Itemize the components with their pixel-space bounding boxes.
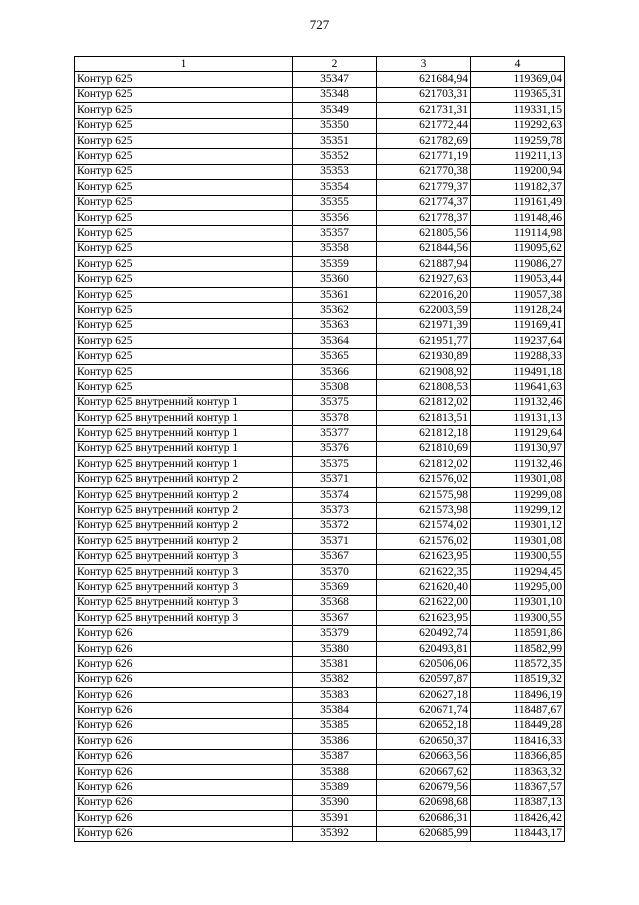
contour-name-cell: Контур 625 — [75, 164, 293, 179]
table-header-row — [75, 57, 565, 72]
x-coordinate-cell: 621930,89 — [377, 349, 471, 364]
point-number-cell: 35387 — [293, 749, 377, 764]
point-number-cell: 35356 — [293, 210, 377, 225]
x-coordinate-cell: 622016,20 — [377, 287, 471, 302]
contour-name-cell: Контур 626 — [75, 826, 293, 841]
y-coordinate-cell: 118426,42 — [471, 811, 565, 826]
point-number-cell: 35375 — [293, 395, 377, 410]
table-row — [75, 595, 565, 610]
contour-name-cell: Контур 625 внутренний контур 3 — [75, 580, 293, 595]
y-coordinate-cell: 118363,32 — [471, 764, 565, 779]
table-row — [75, 287, 565, 302]
y-coordinate-cell: 118366,85 — [471, 749, 565, 764]
contour-name-cell: Контур 625 — [75, 380, 293, 395]
table-row — [75, 318, 565, 333]
contour-name-cell: Контур 625 — [75, 195, 293, 210]
x-coordinate-cell: 620652,18 — [377, 718, 471, 733]
point-number-cell: 35383 — [293, 688, 377, 703]
point-number-cell: 35378 — [293, 410, 377, 425]
y-coordinate-cell: 118487,67 — [471, 703, 565, 718]
x-coordinate-cell: 620663,56 — [377, 749, 471, 764]
x-coordinate-cell: 620493,81 — [377, 641, 471, 656]
contour-name-cell: Контур 625 — [75, 349, 293, 364]
y-coordinate-cell: 118443,17 — [471, 826, 565, 841]
x-coordinate-cell: 621623,95 — [377, 611, 471, 626]
y-coordinate-cell: 118582,99 — [471, 641, 565, 656]
x-coordinate-cell: 620686,31 — [377, 811, 471, 826]
point-number-cell: 35375 — [293, 457, 377, 472]
contour-name-cell: Контур 626 — [75, 641, 293, 656]
x-coordinate-cell: 621887,94 — [377, 257, 471, 272]
y-coordinate-cell: 119211,13 — [471, 149, 565, 164]
contour-name-cell: Контур 625 — [75, 103, 293, 118]
y-coordinate-cell: 118572,35 — [471, 657, 565, 672]
contour-name-cell: Контур 625 внутренний контур 2 — [75, 518, 293, 533]
y-coordinate-cell: 119292,63 — [471, 118, 565, 133]
x-coordinate-cell: 620597,87 — [377, 672, 471, 687]
x-coordinate-cell: 621575,98 — [377, 487, 471, 502]
y-coordinate-cell: 119300,55 — [471, 549, 565, 564]
y-coordinate-cell: 119301,12 — [471, 518, 565, 533]
x-coordinate-cell: 621576,02 — [377, 534, 471, 549]
contour-name-cell: Контур 625 — [75, 287, 293, 302]
point-number-cell: 35362 — [293, 303, 377, 318]
x-coordinate-cell: 621622,00 — [377, 595, 471, 610]
contour-name-cell: Контур 625 — [75, 334, 293, 349]
table-row — [75, 380, 565, 395]
x-coordinate-cell: 620671,74 — [377, 703, 471, 718]
table-row — [75, 149, 565, 164]
table-body — [75, 72, 565, 842]
point-number-cell: 35354 — [293, 180, 377, 195]
table-row — [75, 395, 565, 410]
contour-name-cell: Контур 625 — [75, 226, 293, 241]
x-coordinate-cell: 621703,31 — [377, 87, 471, 102]
contour-name-cell: Контур 625 внутренний контур 3 — [75, 611, 293, 626]
contour-name-cell: Контур 625 внутренний контур 2 — [75, 503, 293, 518]
table-row — [75, 87, 565, 102]
y-coordinate-cell: 118387,13 — [471, 795, 565, 810]
point-number-cell: 35376 — [293, 441, 377, 456]
y-coordinate-cell: 119491,18 — [471, 364, 565, 379]
point-number-cell: 35359 — [293, 257, 377, 272]
contour-name-cell: Контур 625 — [75, 272, 293, 287]
contour-name-cell: Контур 625 внутренний контур 2 — [75, 534, 293, 549]
contour-name-cell: Контур 625 — [75, 87, 293, 102]
table-row — [75, 826, 565, 841]
y-coordinate-cell: 119369,04 — [471, 72, 565, 87]
table-row — [75, 487, 565, 502]
table-row — [75, 564, 565, 579]
x-coordinate-cell: 620679,56 — [377, 780, 471, 795]
point-number-cell: 35351 — [293, 133, 377, 148]
point-number-cell: 35382 — [293, 672, 377, 687]
point-number-cell: 35384 — [293, 703, 377, 718]
y-coordinate-cell: 119053,44 — [471, 272, 565, 287]
x-coordinate-cell: 620698,68 — [377, 795, 471, 810]
x-coordinate-cell: 621774,37 — [377, 195, 471, 210]
point-number-cell: 35388 — [293, 764, 377, 779]
table-row — [75, 703, 565, 718]
contour-name-cell: Контур 625 внутренний контур 1 — [75, 410, 293, 425]
point-number-cell: 35391 — [293, 811, 377, 826]
y-coordinate-cell: 119095,62 — [471, 241, 565, 256]
y-coordinate-cell: 119057,38 — [471, 287, 565, 302]
point-number-cell: 35380 — [293, 641, 377, 656]
x-coordinate-cell: 621576,02 — [377, 472, 471, 487]
x-coordinate-cell: 621573,98 — [377, 503, 471, 518]
point-number-cell: 35357 — [293, 226, 377, 241]
table-row — [75, 257, 565, 272]
x-coordinate-cell: 620506,06 — [377, 657, 471, 672]
point-number-cell: 35381 — [293, 657, 377, 672]
table-row — [75, 272, 565, 287]
x-coordinate-cell: 620650,37 — [377, 734, 471, 749]
x-coordinate-cell: 620667,62 — [377, 764, 471, 779]
point-number-cell: 35348 — [293, 87, 377, 102]
contour-name-cell: Контур 626 — [75, 657, 293, 672]
y-coordinate-cell: 119200,94 — [471, 164, 565, 179]
x-coordinate-cell: 621770,38 — [377, 164, 471, 179]
x-coordinate-cell: 621808,53 — [377, 380, 471, 395]
point-number-cell: 35308 — [293, 380, 377, 395]
x-coordinate-cell: 621927,63 — [377, 272, 471, 287]
contour-name-cell: Контур 625 — [75, 180, 293, 195]
contour-name-cell: Контур 625 — [75, 241, 293, 256]
table-row — [75, 410, 565, 425]
table-row — [75, 133, 565, 148]
x-coordinate-cell: 621812,18 — [377, 426, 471, 441]
contour-name-cell: Контур 625 — [75, 72, 293, 87]
table-row — [75, 241, 565, 256]
point-number-cell: 35361 — [293, 287, 377, 302]
y-coordinate-cell: 119301,08 — [471, 534, 565, 549]
point-number-cell: 35390 — [293, 795, 377, 810]
y-coordinate-cell: 118416,33 — [471, 734, 565, 749]
point-number-cell: 35358 — [293, 241, 377, 256]
x-coordinate-cell: 621812,02 — [377, 395, 471, 410]
contour-name-cell: Контур 625 — [75, 364, 293, 379]
table-row — [75, 518, 565, 533]
contour-name-cell: Контур 626 — [75, 626, 293, 641]
table-row — [75, 334, 565, 349]
table-row — [75, 472, 565, 487]
x-coordinate-cell: 621772,44 — [377, 118, 471, 133]
point-number-cell: 35369 — [293, 580, 377, 595]
y-coordinate-cell: 118367,57 — [471, 780, 565, 795]
point-number-cell: 35379 — [293, 626, 377, 641]
y-coordinate-cell: 119161,49 — [471, 195, 565, 210]
point-number-cell: 35350 — [293, 118, 377, 133]
column-header-4: 4 — [471, 57, 565, 72]
x-coordinate-cell: 621908,92 — [377, 364, 471, 379]
point-number-cell: 35368 — [293, 595, 377, 610]
table-row — [75, 811, 565, 826]
table-row — [75, 657, 565, 672]
contour-name-cell: Контур 625 — [75, 303, 293, 318]
table-row — [75, 303, 565, 318]
point-number-cell: 35365 — [293, 349, 377, 364]
x-coordinate-cell: 622003,59 — [377, 303, 471, 318]
x-coordinate-cell: 621574,02 — [377, 518, 471, 533]
table-row — [75, 780, 565, 795]
table-row — [75, 534, 565, 549]
y-coordinate-cell: 119294,45 — [471, 564, 565, 579]
contour-name-cell: Контур 625 внутренний контур 3 — [75, 564, 293, 579]
contour-name-cell: Контур 625 — [75, 149, 293, 164]
table-row — [75, 611, 565, 626]
x-coordinate-cell: 621620,40 — [377, 580, 471, 595]
contour-name-cell: Контур 626 — [75, 734, 293, 749]
y-coordinate-cell: 118449,28 — [471, 718, 565, 733]
contour-name-cell: Контур 625 — [75, 133, 293, 148]
table-row — [75, 180, 565, 195]
table-row — [75, 195, 565, 210]
x-coordinate-cell: 621813,51 — [377, 410, 471, 425]
point-number-cell: 35392 — [293, 826, 377, 841]
contour-name-cell: Контур 625 — [75, 318, 293, 333]
contour-name-cell: Контур 626 — [75, 672, 293, 687]
point-number-cell: 35353 — [293, 164, 377, 179]
x-coordinate-cell: 620492,74 — [377, 626, 471, 641]
y-coordinate-cell: 119300,55 — [471, 611, 565, 626]
y-coordinate-cell: 119301,08 — [471, 472, 565, 487]
contour-name-cell: Контур 626 — [75, 764, 293, 779]
contour-name-cell: Контур 626 — [75, 795, 293, 810]
y-coordinate-cell: 119288,33 — [471, 349, 565, 364]
contour-name-cell: Контур 625 внутренний контур 2 — [75, 472, 293, 487]
x-coordinate-cell: 620627,18 — [377, 688, 471, 703]
table-row — [75, 72, 565, 87]
x-coordinate-cell: 621771,19 — [377, 149, 471, 164]
x-coordinate-cell: 621971,39 — [377, 318, 471, 333]
y-coordinate-cell: 119130,97 — [471, 441, 565, 456]
y-coordinate-cell: 119169,41 — [471, 318, 565, 333]
column-header-3: 3 — [377, 57, 471, 72]
contour-name-cell: Контур 625 внутренний контур 1 — [75, 441, 293, 456]
y-coordinate-cell: 119301,10 — [471, 595, 565, 610]
point-number-cell: 35389 — [293, 780, 377, 795]
point-number-cell: 35355 — [293, 195, 377, 210]
table-row — [75, 749, 565, 764]
table-row — [75, 457, 565, 472]
table-row — [75, 364, 565, 379]
contour-name-cell: Контур 625 внутренний контур 3 — [75, 549, 293, 564]
y-coordinate-cell: 119131,13 — [471, 410, 565, 425]
y-coordinate-cell: 119128,24 — [471, 303, 565, 318]
contour-name-cell: Контур 625 внутренний контур 3 — [75, 595, 293, 610]
y-coordinate-cell: 119365,31 — [471, 87, 565, 102]
table-row — [75, 626, 565, 641]
contour-name-cell: Контур 626 — [75, 749, 293, 764]
y-coordinate-cell: 119237,64 — [471, 334, 565, 349]
x-coordinate-cell: 621805,56 — [377, 226, 471, 241]
contour-name-cell: Контур 625 — [75, 210, 293, 225]
y-coordinate-cell: 118496,19 — [471, 688, 565, 703]
coordinates-table — [74, 56, 565, 842]
table-row — [75, 795, 565, 810]
column-header-1: 1 — [75, 57, 293, 72]
y-coordinate-cell: 118591,86 — [471, 626, 565, 641]
y-coordinate-cell: 119299,12 — [471, 503, 565, 518]
x-coordinate-cell: 621951,77 — [377, 334, 471, 349]
y-coordinate-cell: 119295,00 — [471, 580, 565, 595]
contour-name-cell: Контур 626 — [75, 811, 293, 826]
point-number-cell: 35371 — [293, 472, 377, 487]
point-number-cell: 35374 — [293, 487, 377, 502]
contour-name-cell: Контур 625 внутренний контур 1 — [75, 426, 293, 441]
point-number-cell: 35367 — [293, 611, 377, 626]
point-number-cell: 35377 — [293, 426, 377, 441]
table-row — [75, 580, 565, 595]
point-number-cell: 35373 — [293, 503, 377, 518]
table-row — [75, 441, 565, 456]
point-number-cell: 35386 — [293, 734, 377, 749]
y-coordinate-cell: 119114,98 — [471, 226, 565, 241]
contour-name-cell: Контур 625 внутренний контур 1 — [75, 395, 293, 410]
y-coordinate-cell: 119331,15 — [471, 103, 565, 118]
point-number-cell: 35347 — [293, 72, 377, 87]
y-coordinate-cell: 119148,46 — [471, 210, 565, 225]
x-coordinate-cell: 621622,35 — [377, 564, 471, 579]
y-coordinate-cell: 119132,46 — [471, 457, 565, 472]
contour-name-cell: Контур 625 внутренний контур 1 — [75, 457, 293, 472]
table-row — [75, 688, 565, 703]
table-row — [75, 164, 565, 179]
table-row — [75, 349, 565, 364]
table-row — [75, 672, 565, 687]
point-number-cell: 35363 — [293, 318, 377, 333]
page-number: 727 — [309, 17, 330, 32]
table-row — [75, 426, 565, 441]
y-coordinate-cell: 119129,64 — [471, 426, 565, 441]
point-number-cell: 35352 — [293, 149, 377, 164]
table-row — [75, 503, 565, 518]
x-coordinate-cell: 621844,56 — [377, 241, 471, 256]
point-number-cell: 35349 — [293, 103, 377, 118]
table-row — [75, 210, 565, 225]
x-coordinate-cell: 621684,94 — [377, 72, 471, 87]
point-number-cell: 35366 — [293, 364, 377, 379]
y-coordinate-cell: 119086,27 — [471, 257, 565, 272]
point-number-cell: 35372 — [293, 518, 377, 533]
point-number-cell: 35360 — [293, 272, 377, 287]
table-row — [75, 103, 565, 118]
table-row — [75, 641, 565, 656]
point-number-cell: 35385 — [293, 718, 377, 733]
contour-name-cell: Контур 626 — [75, 703, 293, 718]
contour-name-cell: Контур 625 — [75, 118, 293, 133]
table-row — [75, 549, 565, 564]
x-coordinate-cell: 621812,02 — [377, 457, 471, 472]
contour-name-cell: Контур 625 — [75, 257, 293, 272]
point-number-cell: 35367 — [293, 549, 377, 564]
table-row — [75, 718, 565, 733]
point-number-cell: 35370 — [293, 564, 377, 579]
x-coordinate-cell: 621623,95 — [377, 549, 471, 564]
contour-name-cell: Контур 626 — [75, 718, 293, 733]
contour-name-cell: Контур 626 — [75, 688, 293, 703]
x-coordinate-cell: 621810,69 — [377, 441, 471, 456]
table-row — [75, 226, 565, 241]
y-coordinate-cell: 119641,63 — [471, 380, 565, 395]
y-coordinate-cell: 118519,32 — [471, 672, 565, 687]
y-coordinate-cell: 119259,78 — [471, 133, 565, 148]
x-coordinate-cell: 621731,31 — [377, 103, 471, 118]
x-coordinate-cell: 620685,99 — [377, 826, 471, 841]
point-number-cell: 35371 — [293, 534, 377, 549]
x-coordinate-cell: 621779,37 — [377, 180, 471, 195]
y-coordinate-cell: 119182,37 — [471, 180, 565, 195]
column-header-2: 2 — [293, 57, 377, 72]
y-coordinate-cell: 119299,08 — [471, 487, 565, 502]
table-row — [75, 118, 565, 133]
contour-name-cell: Контур 626 — [75, 780, 293, 795]
point-number-cell: 35364 — [293, 334, 377, 349]
x-coordinate-cell: 621778,37 — [377, 210, 471, 225]
x-coordinate-cell: 621782,69 — [377, 133, 471, 148]
y-coordinate-cell: 119132,46 — [471, 395, 565, 410]
table-row — [75, 764, 565, 779]
table-row — [75, 734, 565, 749]
contour-name-cell: Контур 625 внутренний контур 2 — [75, 487, 293, 502]
